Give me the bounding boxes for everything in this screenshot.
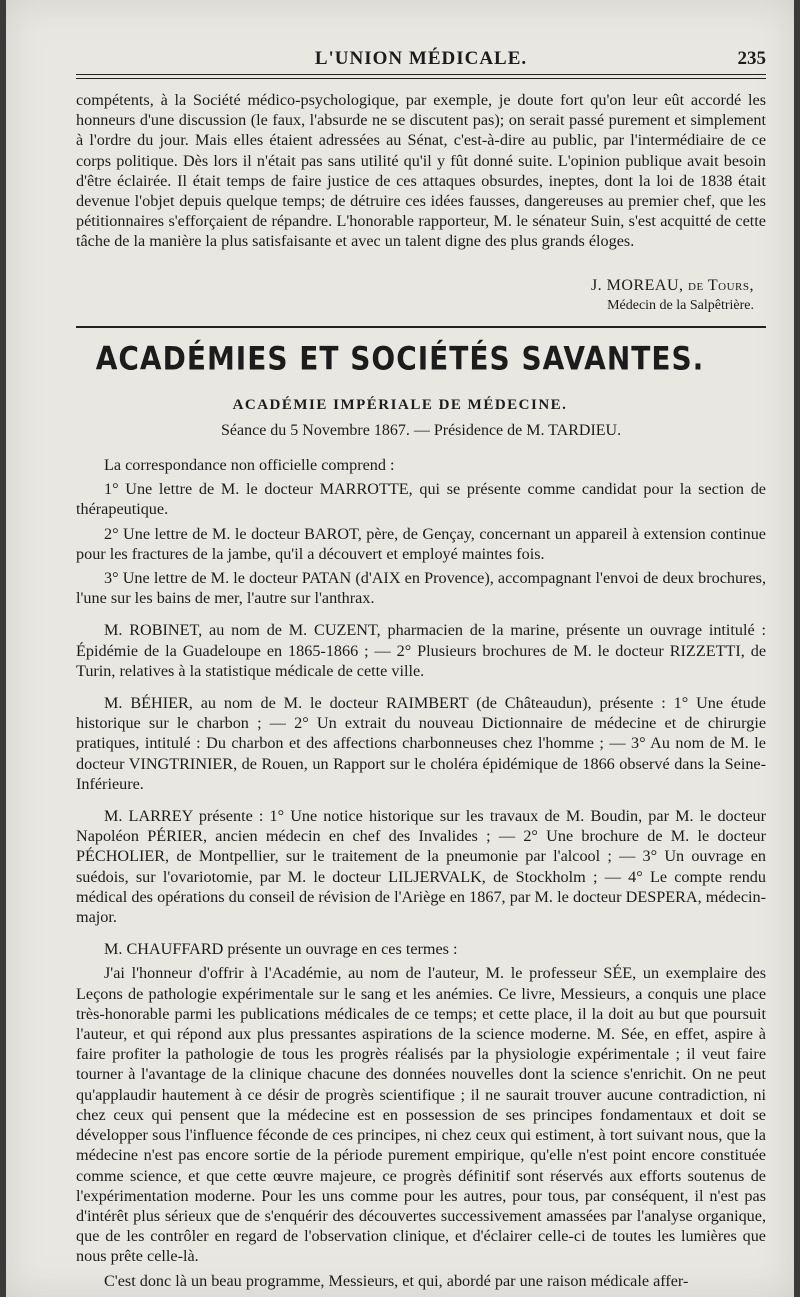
paragraph-closing: C'est donc là un beau programme, Messieurs, et qui, abordé par une raison médicale affer- <box>104 1271 689 1290</box>
paragraph-chauffard: M. CHAUFFARD présente un ouvrage en ces termes : <box>104 940 458 959</box>
page-number: 235 <box>737 48 766 69</box>
page-title: L'UNION MÉDICALE. <box>314 48 528 69</box>
section-divider <box>76 326 766 328</box>
paragraph-letter-1: 1° Une lettre de M. le docteur MARROTTE, qui se présente comme candidat pour la section de thérapeutique. <box>76 480 766 519</box>
section-heading: ACADÉMIES ET SOCIÉTÉS SAVANTES. <box>95 339 705 378</box>
paragraph-larrey: M. LARREY présente : 1° Une notice historique sur les travaux de M. Boudin, par M. le docteur Napoléon PÉRIER, ancien médecin en chef des Invalides ; — 2° Une brochure de M. le docteur PÉCHOLIER, de Montpellier, sur le traitement de la pneumonie par l'alcool ; — 3° Un ouvrage en suédois, sur l'ovariotomie, par M. le docteur LILJERVALK, de Stockholm ; — 4° Le compte rendu médical des opérations du conseil de révision de l'Ariège en 1867, par M. le docteur DESPERA, médecin-major. <box>76 807 766 927</box>
paragraph-correspondance: La correspondance non officielle comprend : <box>104 456 395 474</box>
paragraph-letter-2: 2° Une lettre de M. le docteur BAROT, père, de Gençay, concernant un appareil à extension continue pour les fractures de la jambe, qu'il a découvert et employé maintes fois. <box>76 524 766 563</box>
article-body <box>76 455 766 1291</box>
intro-text: compétents, à la Société médico-psychologique, par exemple, je doute fort qu'on leur eût accordé les honneurs d'une discussion (le faux, l'absurde ne se discutent pas); on serait passé purement et simplement à l'ordre du jour. Mais elles étaient adressées au Sénat, c'est-à-dire au public, par l'intermédiaire de ce corps politique. Dès lors il n'était pas sans utilité qu'il y fût donné suite. L'opinion publique avait besoin d'être éclairée. Il était temps de faire justice de ces attaques obsurdes, ineptes, dont la loi de 1838 était devenue l'objet depuis quelque temps; de détruire ces idées fausses, dangereuses au premier chef, que les pétitionnaires s'efforçaient de répandre. L'honorable rapporteur, M. le sénateur Suin, s'est acquitté de cette tâche de la manière la plus satisfaisante et avec un talent digne des plus grands éloges. <box>76 91 766 251</box>
paragraph-see-book: J'ai l'honneur d'offrir à l'Académie, au nom de l'auteur, M. le professeur SÉE, un exemplaire des Leçons de pathologie expérimentale sur le sang et les anémies. Ce livre, Messieurs, a conquis une place très-honorable parmi les publications médicales de ce temps; et cette place, il la doit au but que poursuit l'auteur, et qui répond aux plus pressantes aspirations de la science moderne. M. Sée, en effet, aspire à faire profiter la pathologie de tous les progrès réalisés par la physiologie expérimentale ; il veut faire tourner à l'avantage de la clinique chacune des données nouvelles dont la science s'enrichit. On ne peut qu'applaudir hautement à ce désir de progrès scientifique ; il ne saurait trouver aucune contradiction, ni chez ceux qui pensent que la médecine est en possession de ses principes fondamentaux et doit se développer sous l'influence féconde de ces principes, ni chez ceux qui estiment, à tort suivant nous, que la médecine n'est pas encore sortie de la période purement empirique, qu'elle n'est point encore constituée comme science, et que cette œuvre majeure, ce progrès définitif sont réservés aux efforts soutenus de l'expérimentation moderne. Pour les uns comme pour les autres, pour tous, par conséquent, il n'est pas d'intérêt plus sérieux que de s'enquérir des découvertes successivement amassées par l'analyse organique, que de les contrôler en regard de l'observation clinique, et d'éclairer celle-ci de toutes les lumières que nous prête celle-là. <box>76 964 766 1266</box>
header-rule <box>76 74 766 75</box>
intro-paragraph <box>76 90 766 252</box>
signature <box>591 276 754 316</box>
section-subheading: ACADÉMIE IMPÉRIALE DE MÉDECINE. <box>232 397 568 413</box>
paragraph-letter-3: 3° Une lettre de M. le docteur PATAN (d'AIX en Provence), accompagnant l'envoi de deux brochures, l'une sur les bains de mer, l'autre sur l'anthrax. <box>76 569 766 608</box>
signature-title: Médecin de la Salpêtrière. <box>607 298 754 313</box>
header-rule-thin <box>76 78 766 79</box>
signature-name: J. MOREAU, de Tours, <box>590 277 754 294</box>
newspaper-page <box>6 0 794 1297</box>
paragraph-robinet: M. ROBINET, au nom de M. CUZENT, pharmacien de la marine, présente un ouvrage intitulé : Épidémie de la Guadeloupe en 1865-1866 ; — 2° Plusieurs brochures de M. le docteur RIZZETTI, de Turin, relatives à la statistique médicale de cette ville. <box>76 621 766 680</box>
page-header <box>76 46 766 72</box>
session-line: Séance du 5 Novembre 1867. — Présidence de M. TARDIEU. <box>221 422 622 439</box>
paragraph-behier: M. BÉHIER, au nom de M. le docteur RAIMBERT (de Châteaudun), présente : 1° Une étude historique sur le charbon ; — 2° Un extrait du nouveau Dictionnaire de médecine et de chirurgie pratiques, intitulé : Du charbon et des affections charbonneuses chez l'homme ; — 3° Au nom de M. le docteur VINGTRINIER, de Rouen, un Rapport sur le choléra épidémique de 1866 observé dans la Seine-Inférieure. <box>76 694 766 793</box>
